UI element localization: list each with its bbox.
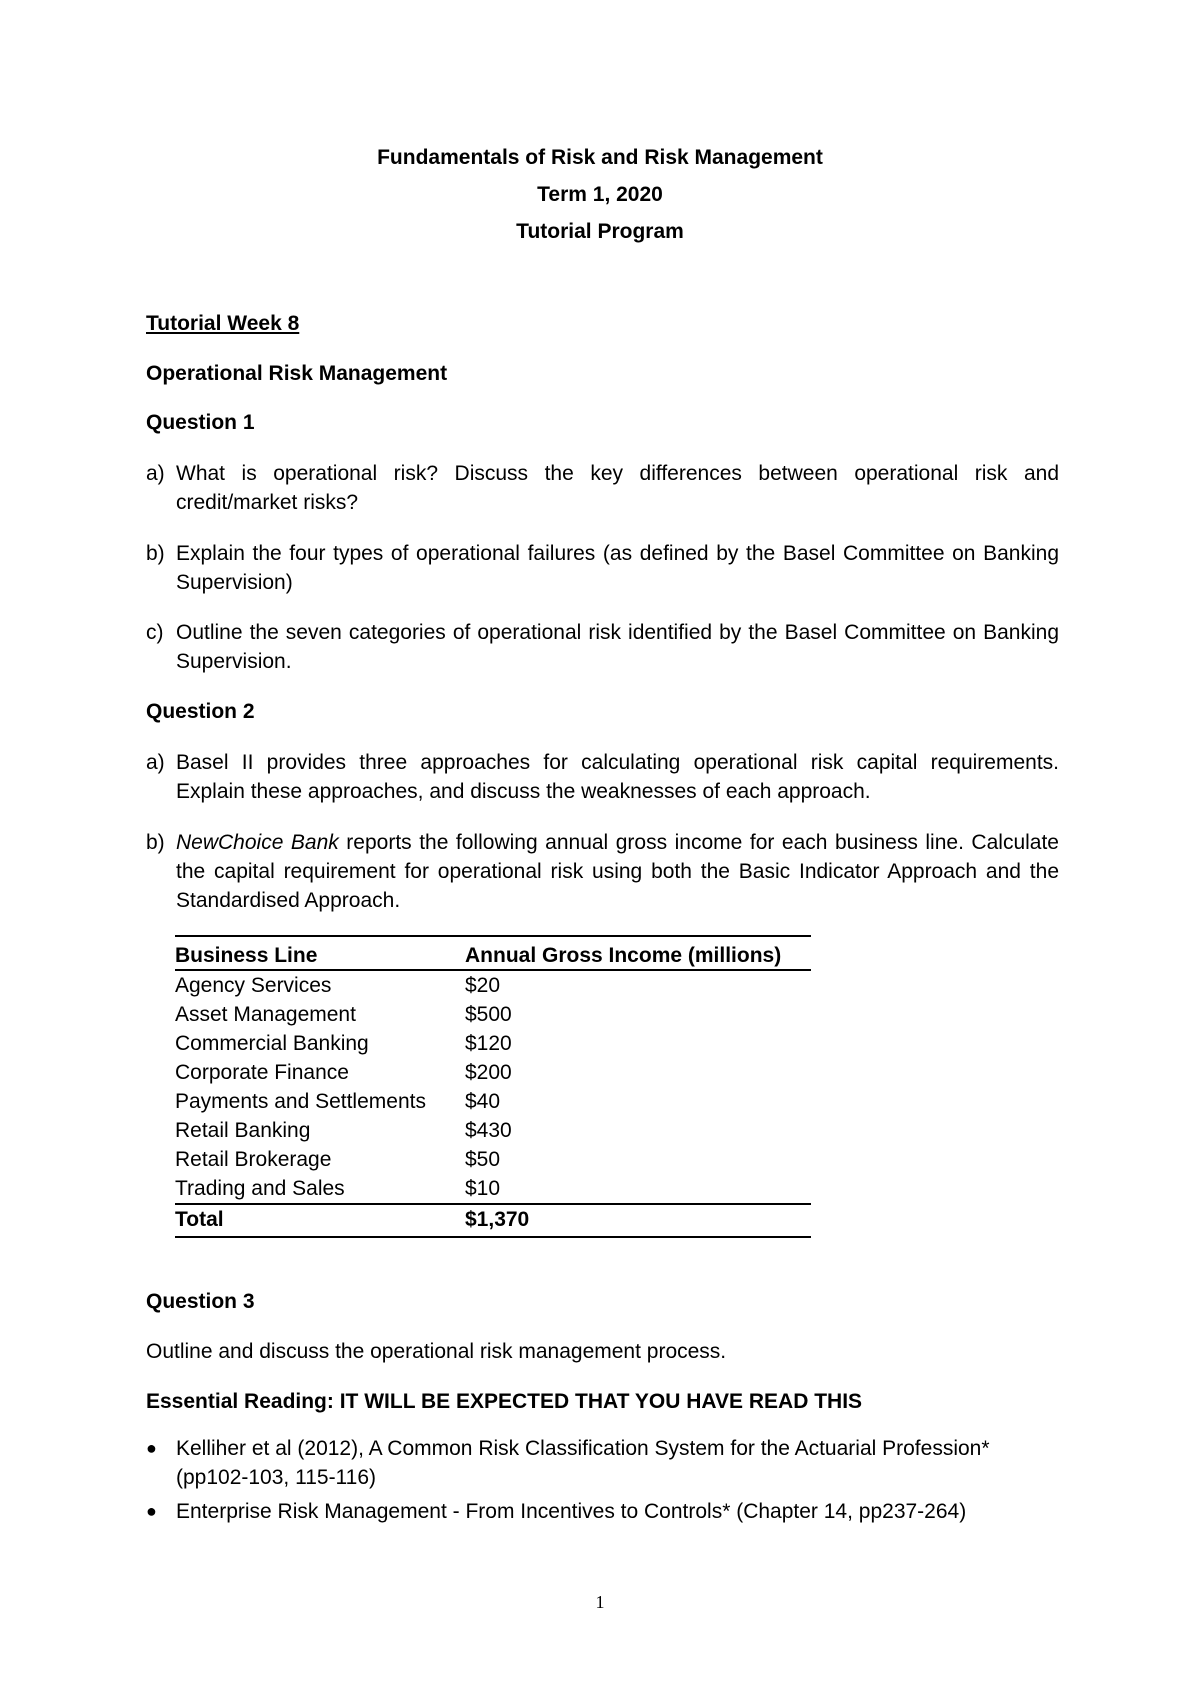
table-row [175, 1029, 811, 1058]
business-line-cell: Retail Banking [175, 1119, 311, 1142]
total-value: $1,370 [465, 1208, 530, 1231]
table-row [175, 1145, 811, 1174]
table-row [175, 1087, 811, 1116]
table-row [175, 1000, 811, 1029]
income-cell: $50 [465, 1148, 501, 1171]
program-label: Tutorial Program [516, 220, 684, 243]
course-title: Fundamentals of Risk and Risk Management [377, 146, 823, 169]
reading-item-text: Enterprise Risk Management - From Incentives to Controls* (Chapter 14, pp237-264) [176, 1500, 967, 1523]
header-annual-gross-income: Annual Gross Income (millions) [465, 944, 782, 967]
income-cell: $500 [465, 1003, 512, 1026]
table-total-row [175, 1205, 811, 1234]
reading-item [146, 1497, 1059, 1526]
item-marker: b) [146, 542, 165, 565]
topic-heading: Operational Risk Management [146, 362, 448, 385]
question-3-text: Outline and discuss the operational risk management process. [146, 1340, 727, 1363]
item-b-text: reports the following annual gross income for each business line. Calculate the capital requirement for operational risk using both the Basic Indicator Approach and the Standardised Approach. [176, 831, 1059, 912]
item-marker: b) [146, 831, 165, 854]
bullet-icon: ● [146, 1501, 157, 1521]
business-line-cell: Asset Management [175, 1003, 356, 1026]
business-line-cell: Agency Services [175, 974, 332, 997]
question-1-heading: Question 1 [146, 411, 255, 434]
income-cell: $430 [465, 1119, 512, 1142]
tutorial-week-heading: Tutorial Week 8 [146, 312, 300, 335]
income-cell: $10 [465, 1177, 501, 1200]
table-header-row [175, 943, 811, 968]
bullet-icon: ● [146, 1438, 157, 1458]
essential-reading-heading: Essential Reading: IT WILL BE EXPECTED THAT YOU HAVE READ THIS [146, 1390, 863, 1413]
header-business-line: Business Line [175, 944, 318, 967]
business-line-cell: Commercial Banking [175, 1032, 369, 1055]
item-marker: a) [146, 462, 165, 485]
item-text: Explain the four types of operational failures (as defined by the Basel Committee on Banking Supervision) [176, 542, 1059, 594]
item-text: Outline the seven categories of operational risk identified by the Basel Committee on Banking Supervision. [176, 621, 1059, 673]
title-block [0, 146, 1200, 257]
table-bottom-rule [175, 1236, 811, 1238]
table-row [175, 1174, 811, 1203]
income-cell: $40 [465, 1090, 501, 1113]
total-label: Total [175, 1208, 224, 1231]
business-line-cell: Payments and Settlements [175, 1090, 426, 1113]
table-row [175, 1058, 811, 1087]
table-row [175, 971, 811, 1000]
business-line-cell: Retail Brokerage [175, 1148, 332, 1171]
question-1-item-a [146, 459, 1059, 517]
bank-name: NewChoice Bank [176, 831, 339, 854]
item-text: What is operational risk? Discuss the key differences between operational risk and credit/market risks? [176, 462, 1059, 514]
business-line-cell: Corporate Finance [175, 1061, 349, 1084]
item-marker: c) [146, 621, 164, 644]
table-top-rule [175, 935, 811, 937]
question-2-item-b [146, 828, 1059, 915]
question-1-item-c [146, 618, 1059, 676]
business-line-cell: Trading and Sales [175, 1177, 345, 1200]
question-2-heading: Question 2 [146, 700, 255, 723]
question-1-item-b [146, 539, 1059, 597]
question-3-heading: Question 3 [146, 1290, 255, 1313]
reading-item-text: Kelliher et al (2012), A Common Risk Classification System for the Actuarial Profession* (pp102-103, 115-116) [176, 1437, 990, 1489]
item-text: Basel II provides three approaches for calculating operational risk capital requirements. Explain these approaches, and discuss the weaknesses of each approach. [176, 751, 1059, 803]
income-cell: $120 [465, 1032, 512, 1055]
question-2-item-a [146, 748, 1059, 806]
term-label: Term 1, 2020 [537, 183, 663, 206]
item-text [176, 828, 1059, 915]
income-cell: $200 [465, 1061, 512, 1084]
page-number: 1 [595, 1592, 605, 1612]
reading-item [146, 1434, 1059, 1492]
income-cell: $20 [465, 974, 501, 997]
item-marker: a) [146, 751, 165, 774]
table-row [175, 1116, 811, 1145]
